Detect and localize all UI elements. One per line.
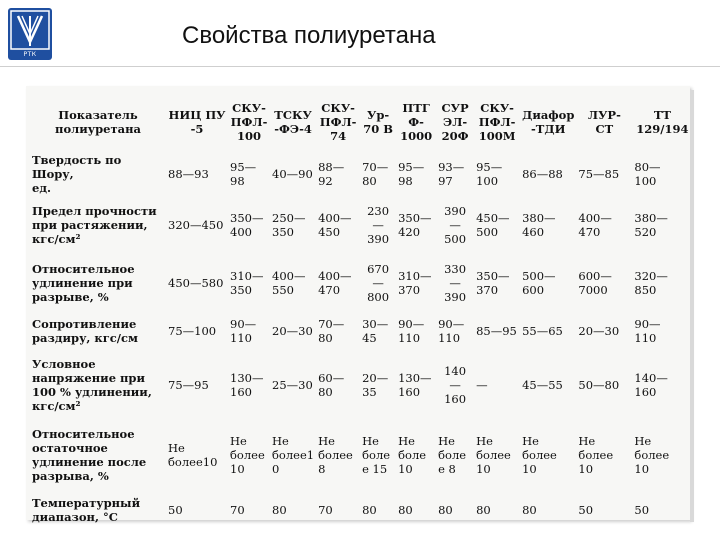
table-cell: Не более10 [168,441,218,469]
column-header: Диафор -ТДИ [522,108,575,136]
column-header: СКУ- ПФЛ- 100М [478,101,516,143]
table-cell: Не боле 10 [398,434,427,476]
table-cell: Не более 8 [318,434,353,476]
table-cell: 40—90 [272,167,313,181]
table-cell: — [476,378,488,392]
column-header: Ур- 70 В [363,108,393,136]
page-title: Свойства полиуретана [182,22,436,49]
table-cell: 80 [272,503,287,517]
table-cell: Не более 10 [230,434,265,476]
row-label: Относительное удлинение при разрыве, % [32,262,135,304]
table-cell: 320— 850 [634,269,668,297]
table-cell: 70— 80 [362,160,389,188]
row-label: Сопротивление раздиру, кгс/см [32,317,138,345]
table-cell: 310— 350 [230,269,264,297]
table-row [30,196,692,254]
table-cell: Не более 10 [578,434,614,476]
table-cell: 400— 470 [318,269,352,297]
table-cell: 230 — 390 [367,204,390,246]
table-cell: 450—580 [168,276,224,290]
row-label: Условное напряжение при 100 % удлинении, кгс/см² [32,357,152,413]
table-cell: 390 — 500 [444,204,467,246]
table-cell: 90— 110 [438,317,465,345]
table-cell: 75—100 [168,324,217,338]
table-cell: 320—450 [168,218,224,232]
table-cell: 70 [230,503,245,517]
table-cell: 70— 80 [318,317,345,345]
table-cell: Не более1 0 [272,434,315,476]
table-cell: 130— 160 [398,371,432,399]
table-cell: 600— 7000 [578,269,612,297]
table-cell: 400— 550 [272,269,306,297]
column-header: ТСКУ -ФЭ-4 [274,108,312,136]
table-cell: 20— 35 [362,371,389,399]
table-cell: 80 [398,503,413,517]
table-cell: 88— 92 [318,160,345,188]
table-cell: 25—30 [272,378,313,392]
table-cell: 80 [476,503,491,517]
table-cell: 130— 160 [230,371,264,399]
column-header: СКУ- ПФЛ- 74 [319,101,357,143]
row-label: Предел прочности при растяжении, кгс/см² [32,204,157,246]
table-cell: 75—85 [578,167,620,181]
table-cell: 380— 520 [634,211,668,239]
table-row [30,152,692,196]
table-cell: Не боле е 15 [362,434,391,476]
table-cell: 75—95 [168,378,209,392]
column-header: ПТГ Ф- 1000 [400,101,433,143]
row-label: Температурный диапазон, °С [32,496,141,524]
table-cell: 95— 98 [230,160,257,188]
table-row [30,490,692,530]
table-cell: 140 — 160 [444,364,467,406]
table-cell: Не боле е 8 [438,434,467,476]
table-cell: 85—95 [476,324,517,338]
table-cell: 310— 370 [398,269,432,297]
table-cell: 50—80 [578,378,620,392]
table-cell: 350— 370 [476,269,510,297]
table-cell: 140— 160 [634,371,668,399]
table-cell: 670 — 800 [367,262,390,304]
table-cell: 55—65 [522,324,563,338]
table-cell: 90— 110 [634,317,661,345]
table-cell: 80 [362,503,377,517]
table-cell: 60— 80 [318,371,345,399]
table-row [30,312,692,350]
table-cell: 80— 100 [634,160,661,188]
table-cell: 90— 110 [398,317,425,345]
table-cell: 95— 100 [476,160,503,188]
table-cell: Не более 10 [476,434,511,476]
column-header: ТТ 129/194 [636,108,689,136]
table-cell: 400— 450 [318,211,352,239]
table-cell: 380— 460 [522,211,556,239]
table-cell: Не более 10 [522,434,557,476]
table-cell: 20—30 [578,324,620,338]
company-logo [8,8,52,60]
table-cell: 86—88 [522,167,563,181]
table-cell: 88—93 [168,167,209,181]
table-cell: 50 [578,503,594,517]
table-cell: 50 [168,503,183,517]
table-cell: 350— 400 [230,211,264,239]
table-cell: 90— 110 [230,317,257,345]
column-header: ЛУР- СТ [587,108,621,136]
column-header: НИЦ ПУ -5 [168,108,226,136]
row-label: Твердость по Шору, ед. [32,153,122,195]
table-cell: 80 [522,503,537,517]
header-bar [0,0,720,68]
row-label: Относительное остаточное удлинение после разрыва, % [32,427,147,483]
table-cell: 500— 600 [522,269,556,297]
table-cell: 95— 98 [398,160,425,188]
table-row [30,350,692,420]
table-cell: 50 [634,503,650,517]
table-cell: 250— 350 [272,211,306,239]
table-cell: Не более 10 [634,434,670,476]
column-header: СУР ЭЛ- 20Ф [441,101,469,143]
table-cell: 330 — 390 [444,262,467,304]
table-header-row [30,92,692,152]
table-cell: 350— 420 [398,211,432,239]
table-cell: 93— 97 [438,160,465,188]
table-cell: 450— 500 [476,211,510,239]
table-cell: 80 [438,503,453,517]
table-row [30,420,692,490]
table-cell: 20—30 [272,324,313,338]
table-row [30,254,692,312]
table-cell: 70 [318,503,333,517]
column-header: Показатель полиуретана [55,108,141,136]
table-cell: 30— 45 [362,317,389,345]
table-cell: 400— 470 [578,211,612,239]
logo-text: РТК [23,51,37,58]
column-header: СКУ- ПФЛ- 100 [230,101,268,143]
header-divider [0,66,720,67]
table-cell: 45—55 [522,378,563,392]
properties-table [30,92,692,530]
